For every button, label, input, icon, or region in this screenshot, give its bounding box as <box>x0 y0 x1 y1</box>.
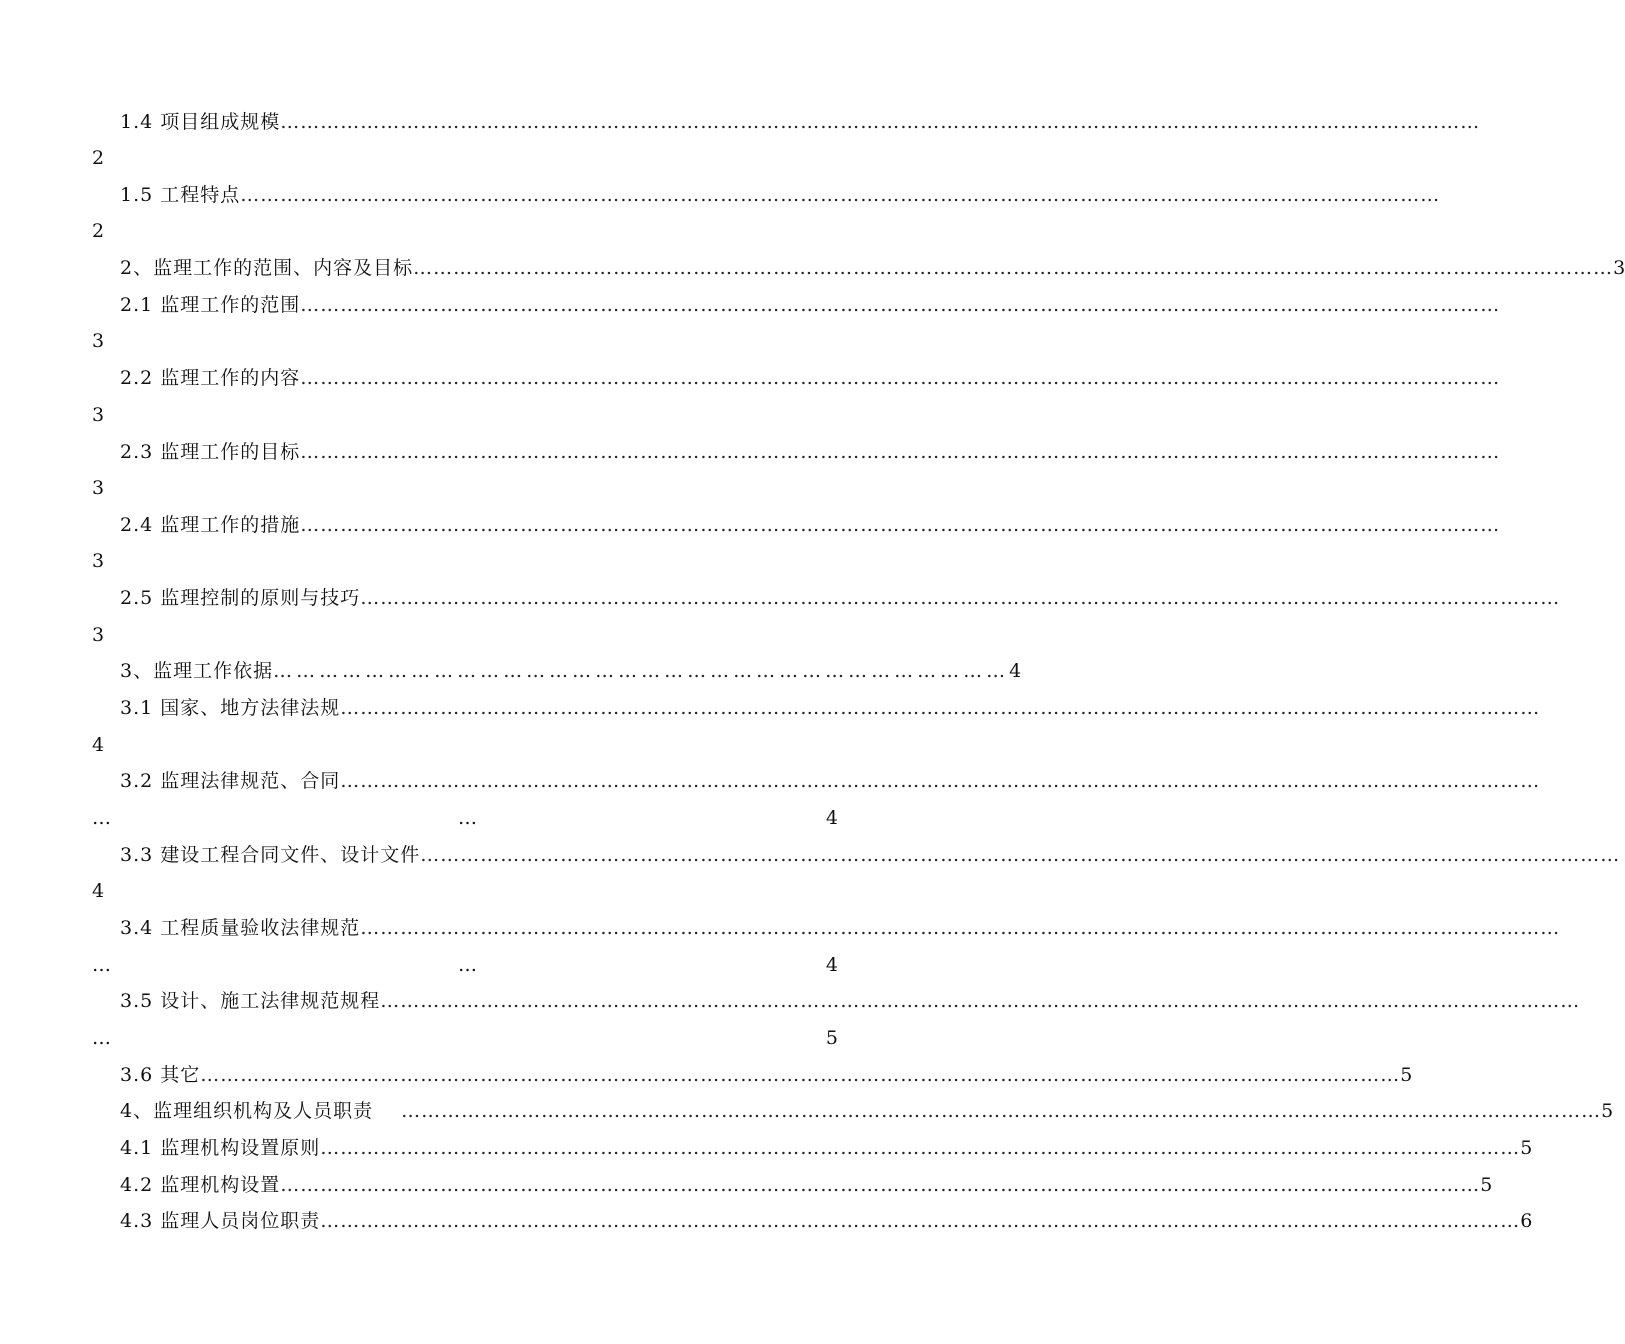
toc-entry-title: 3.1 国家、地方法律法规 <box>120 697 341 719</box>
toc-entry[interactable] <box>92 1206 1533 1236</box>
toc-page-number: 5 <box>1400 1064 1413 1086</box>
toc-page-number <box>92 143 838 173</box>
toc-page-number: 5 <box>825 1027 838 1049</box>
toc-entry[interactable] <box>92 1133 1533 1163</box>
toc-entry[interactable] <box>92 180 1441 210</box>
toc-entry[interactable] <box>92 363 1501 393</box>
toc-leader-dots: …………………………………………………………………………………… <box>273 660 1010 682</box>
toc-leader-dots: … <box>458 954 477 976</box>
toc-entry-title: 2.4 监理工作的措施 <box>120 514 301 536</box>
toc-entry-title: 4.2 监理机构设置 <box>120 1174 281 1196</box>
toc-page-number: 5 <box>1480 1174 1493 1196</box>
toc-page-number-text: 3 <box>92 550 105 572</box>
toc-page-number <box>92 400 838 430</box>
toc-entry[interactable] <box>92 583 1561 613</box>
toc-page-number: 5 <box>1601 1100 1614 1122</box>
toc-page-number <box>92 216 838 246</box>
toc-page-number <box>92 326 838 356</box>
toc-leader-dots: ……………………………………………………………………………………………………………………………………………………………… <box>360 587 1561 609</box>
toc-page-number-text: 3 <box>92 330 105 352</box>
toc-entry-title: 1.5 工程特点 <box>120 184 241 206</box>
toc-leader-dots: … <box>458 807 477 829</box>
toc-page-number-text: 4 <box>92 880 105 902</box>
toc-leader-dots: ……………………………………………………………………………………………………………………………………………………………… <box>280 111 1481 133</box>
toc-entry[interactable] <box>92 1170 1493 1200</box>
toc-entry[interactable] <box>92 253 1625 283</box>
toc-entry-continuation <box>92 803 838 833</box>
toc-leader-dots: ……………………………………………………………………………………………………………………………………………………………… <box>340 697 1541 719</box>
toc-page-number: 4 <box>825 807 838 829</box>
toc-entry-continuation <box>92 1023 838 1053</box>
toc-page-number <box>92 730 838 760</box>
toc-page-number-text: 3 <box>92 624 105 646</box>
toc-entry[interactable] <box>92 986 1581 1016</box>
toc-leader-dots: ……………………………………………………………………………………………………………………………………………………………… <box>300 294 1501 316</box>
toc-entry[interactable] <box>92 1060 1413 1090</box>
toc-leader-dots: ……………………………………………………………………………………………………………………………………………………………… <box>420 844 1621 866</box>
toc-entry-title: 2、监理工作的范围、内容及目标 <box>120 257 414 279</box>
toc-page-number <box>92 546 838 576</box>
toc-page-number-text: 2 <box>92 147 105 169</box>
toc-page-number <box>92 473 838 503</box>
toc-entry-title: 3.6 其它 <box>120 1064 201 1086</box>
toc-entry[interactable] <box>92 656 1022 686</box>
toc-entry[interactable] <box>92 510 1501 540</box>
toc-leader-dots: ……………………………………………………………………………………………………………………………………………………………… <box>300 514 1501 536</box>
toc-page-number: 5 <box>1520 1137 1533 1159</box>
toc-entry[interactable] <box>92 766 1541 796</box>
toc-entry[interactable] <box>92 913 1561 943</box>
toc-entry-title: 2.3 监理工作的目标 <box>120 441 301 463</box>
toc-page-number-text: 3 <box>92 477 105 499</box>
toc-leader-dots: … <box>92 1027 111 1049</box>
toc-page-number-text: 4 <box>92 734 105 756</box>
toc-entry[interactable] <box>92 290 1501 320</box>
toc-entry[interactable] <box>92 437 1501 467</box>
toc-page-number: 4 <box>1009 660 1022 682</box>
toc-entry[interactable] <box>92 107 1481 137</box>
toc-leader-dots: ……………………………………………………………………………………………………………………………………………………………… <box>413 257 1614 279</box>
toc-entry-title: 2.5 监理控制的原则与技巧 <box>120 587 361 609</box>
toc-entry-title: 3.4 工程质量验收法律规范 <box>120 917 361 939</box>
toc-page-number-text: 3 <box>92 404 105 426</box>
toc-entry-title: 3.5 设计、施工法律规范规程 <box>120 990 381 1012</box>
toc-entry-title: 3、监理工作依据 <box>120 660 274 682</box>
toc-leader-dots: ……………………………………………………………………………………………………………………………………………………………… <box>401 1100 1602 1122</box>
toc-page-number: 6 <box>1520 1210 1533 1232</box>
toc-leader-dots: ……………………………………………………………………………………………………………………………………………………………… <box>340 770 1541 792</box>
toc-entry-title: 3.2 监理法律规范、合同 <box>120 770 341 792</box>
toc-entry-title: 4.3 监理人员岗位职责 <box>120 1210 321 1232</box>
toc-page-number: 3 <box>1613 257 1625 279</box>
toc-entry[interactable] <box>92 840 1621 870</box>
toc-entry-continuation <box>92 950 838 980</box>
toc-leader-dots: ……………………………………………………………………………………………………………………………………………………………… <box>360 917 1561 939</box>
toc-entry-title: 4.1 监理机构设置原则 <box>120 1137 321 1159</box>
toc-page-number-text: 2 <box>92 220 105 242</box>
toc-entry-title: 4、监理组织机构及人员职责 <box>120 1100 388 1122</box>
toc-entry-title: 2.1 监理工作的范围 <box>120 294 301 316</box>
toc-leader-dots: ……………………………………………………………………………………………………………………………………………………………… <box>320 1137 1521 1159</box>
toc-page-number: 4 <box>825 954 838 976</box>
toc-leader-dots: ……………………………………………………………………………………………………………………………………………………………… <box>300 367 1501 389</box>
toc-entry-title: 1.4 项目组成规模 <box>120 111 281 133</box>
toc-leader-dots: ……………………………………………………………………………………………………………………………………………………………… <box>280 1174 1481 1196</box>
toc-entry[interactable] <box>92 693 1541 723</box>
toc-page-number <box>92 620 838 650</box>
toc-leader-dots: ……………………………………………………………………………………………………………………………………………………………… <box>200 1064 1401 1086</box>
toc-leader-dots: ……………………………………………………………………………………………………………………………………………………………… <box>320 1210 1521 1232</box>
toc-leader-dots: … <box>92 807 111 829</box>
toc-leader-dots: ……………………………………………………………………………………………………………………………………………………………… <box>240 184 1441 206</box>
toc-entry-title: 2.2 监理工作的内容 <box>120 367 301 389</box>
toc-leader-dots: ……………………………………………………………………………………………………………………………………………………………… <box>380 990 1581 1012</box>
toc-leader-dots: … <box>92 954 111 976</box>
toc-entry[interactable] <box>92 1096 1614 1126</box>
toc-page-number <box>92 876 838 906</box>
toc-entry-title: 3.3 建设工程合同文件、设计文件 <box>120 844 421 866</box>
toc-leader-dots: ……………………………………………………………………………………………………………………………………………………………… <box>300 441 1501 463</box>
